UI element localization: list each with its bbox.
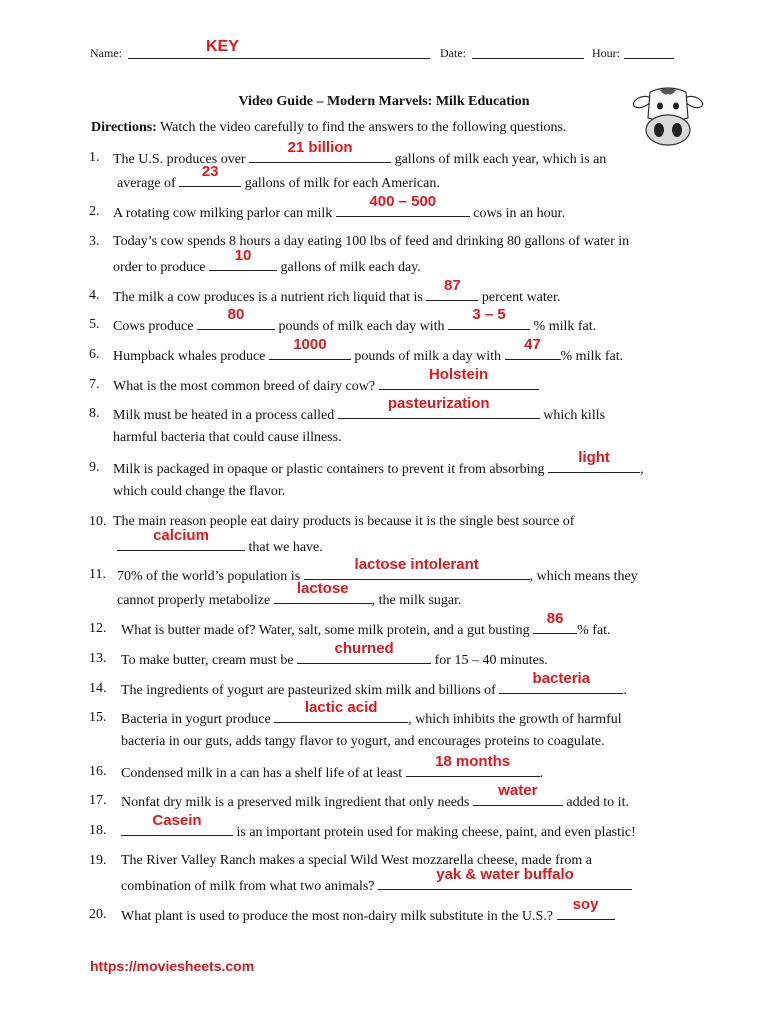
question-text: gallons of milk each year, which is an [391,152,607,167]
question-number: 18. [89,823,107,838]
question-number: 2. [89,204,100,219]
question-text: The U.S. produces over [113,152,250,167]
question-text: % milk fat. [560,349,624,364]
answer-text: lactic acid [304,699,378,716]
answer-text: 80 [227,306,245,323]
page-title: Video Guide – Modern Marvels: Milk Education [238,94,530,109]
question-line [113,193,566,226]
question-text: bacteria in our guts, adds tangy flavor to yogurt, and encourages proteins to coagulate. [121,734,605,749]
question-text: A rotating cow milking parlor can milk [113,206,336,221]
question-text: Milk is packaged in opaque or plastic containers to prevent it from absorbing [113,462,549,477]
answer-blank[interactable] [249,139,391,163]
answer-blank[interactable] [406,753,540,777]
question-number: 13. [89,651,107,666]
answer-blank[interactable] [209,247,277,271]
header [90,38,680,64]
question-text: Cows produce [113,319,197,334]
question-text: % milk fat. [530,319,597,334]
answer-text: 400 – 500 [369,193,437,210]
question-line-continued [113,480,285,504]
directions-label: Directions: [91,120,157,135]
answer-blank[interactable] [378,866,632,890]
question-text: combination of milk from what two animals? [121,879,379,894]
question-line-continued [113,247,421,280]
hour-field[interactable] [624,44,674,59]
answer-text: 18 months [435,753,511,770]
answer-blank[interactable] [533,610,577,634]
question-number: 3. [89,234,100,249]
question-line [113,395,606,428]
question-line [121,812,636,845]
question-text: What plant is used to produce the most non-dairy milk substitute in the U.S.? [121,909,557,924]
question-text: , [640,462,644,477]
question-text: The main reason people eat dairy products is because it is the single best source of [113,514,575,529]
question-text: , the milk sugar. [371,593,462,608]
question-text: which could change the flavor. [113,484,286,499]
hour-label: Hour: [592,46,620,60]
question-text: Today’s cow spends 8 hours a day eating 100 lbs of feed and drinking 80 gallons of water in [113,234,630,249]
question-text: harmful bacteria that could cause illness. [113,430,342,445]
question-text: gallons of milk for each American. [241,176,440,191]
date-label: Date: [440,46,466,60]
question-text: Bacteria in yogurt produce [121,712,275,727]
question-text: % fat. [577,623,611,638]
answer-blank[interactable] [179,163,241,187]
answer-blank[interactable] [336,193,470,217]
question-text: , which inhibits the growth of harmful [408,712,622,727]
question-number: 6. [89,347,100,362]
answer-text: calcium [153,527,209,544]
name-label: Name: [90,46,122,60]
question-number: 15. [89,710,107,725]
answer-text: Casein [152,812,202,829]
question-text: that we have. [245,540,323,555]
question-text: The ingredients of yogurt are pasteurized skim milk and billions of [121,683,500,698]
question-number: 20. [89,907,107,922]
answer-text: bacteria [532,670,591,687]
question-text: average of [117,176,180,191]
question-line-continued [113,426,342,450]
question-text: To make butter, cream must be [121,653,298,668]
directions [91,120,566,136]
answer-text: soy [572,896,599,913]
answer-blank[interactable] [274,699,408,723]
question-number: 10. [89,514,107,529]
question-text: Condensed milk in a can has a shelf life of at least [121,766,406,781]
question-text: Milk must be heated in a process called [113,408,338,423]
question-text: gallons of milk each day. [277,260,421,275]
answer-text: lactose [296,580,349,597]
answer-text: 86 [546,610,564,627]
question-text: for 15 – 40 minutes. [431,653,548,668]
question-number: 7. [89,377,100,392]
answer-blank[interactable] [379,366,539,390]
question-text: . [539,766,544,781]
question-number: 8. [89,406,100,421]
answer-text: 47 [524,336,541,353]
answer-text: 10 [234,247,252,264]
question-text: which kills [539,408,606,423]
answer-blank[interactable] [338,395,540,419]
name-value: KEY [206,38,239,55]
question-number: 1. [89,150,100,165]
question-line [113,449,644,482]
answer-text: pasteurization [387,395,490,412]
question-text: cows in an hour. [469,206,566,221]
question-text: The milk a cow produces is a nutrient rich liquid that is [113,290,427,305]
question-line [113,336,624,369]
answer-text: 3 – 5 [472,306,506,323]
answer-blank[interactable] [297,640,431,664]
question-line-continued [117,580,462,613]
question-text: What is butter made of? Water, salt, some milk protein, and a gut busting [121,623,534,638]
question-line [121,640,548,673]
question-number: 14. [89,681,107,696]
question-text: pounds of milk each day with [275,319,449,334]
question-text: What is the most common breed of dairy cow? [113,379,379,394]
question-number: 9. [89,460,100,475]
answer-text: 23 [201,163,219,180]
question-number: 19. [89,853,107,868]
question-number: 5. [89,317,100,332]
question-line [121,896,615,929]
answer-blank[interactable] [117,527,245,551]
answer-blank[interactable] [197,306,275,330]
question-line [121,699,622,732]
answer-blank[interactable] [269,336,351,360]
answer-text: lactose intolerant [354,556,479,573]
question-text: Humpback whales produce [113,349,269,364]
answer-blank[interactable] [548,449,640,473]
date-field[interactable] [472,44,584,59]
question-number: 16. [89,764,107,779]
answer-text: Holstein [428,366,489,383]
answer-blank[interactable] [274,580,372,604]
question-text: cannot properly metabolize [117,593,274,608]
name-field[interactable] [128,38,430,59]
answer-blank[interactable] [473,782,563,806]
answer-blank[interactable] [557,896,615,920]
question-text: order to produce [113,260,210,275]
question-text: The River Valley Ranch makes a special Wild West mozzarella cheese, made from a [121,853,593,868]
answer-blank[interactable] [121,812,233,836]
question-text: pounds of milk a day with [350,349,505,364]
question-number: 17. [89,793,107,808]
directions-text: Watch the video carefully to find the answers to the following questions. [160,120,567,135]
question-text: . [623,683,627,698]
question-line [117,556,638,589]
answer-text: 1000 [293,336,327,353]
answer-text: yak & water buffalo [436,866,574,883]
question-text: , which means they [529,569,638,584]
question-text: Nonfat dry milk is a preserved milk ingredient that only needs [121,795,473,810]
answer-blank[interactable] [426,277,478,301]
question-text: 70% of the world’s population is [117,569,304,584]
question-line [113,230,629,254]
question-number: 4. [89,288,100,303]
question-line-continued [121,866,632,899]
question-number: 12. [89,621,107,636]
answer-text: light [578,449,610,466]
answer-text: churned [334,640,394,657]
answer-text: 21 billion [287,139,353,156]
answer-blank[interactable] [448,306,530,330]
answer-text: 87 [444,277,461,294]
question-line-continued [117,527,323,560]
answer-text: water [498,782,538,799]
answer-blank[interactable] [499,670,623,694]
question-number: 11. [89,567,106,582]
question-text: percent water. [478,290,561,305]
answer-blank[interactable] [505,336,561,360]
footer-link[interactable]: https://moviesheets.com [90,958,255,974]
question-text: added to it. [562,795,629,810]
question-text: is an important protein used for making cheese, paint, and even plastic! [233,825,636,840]
